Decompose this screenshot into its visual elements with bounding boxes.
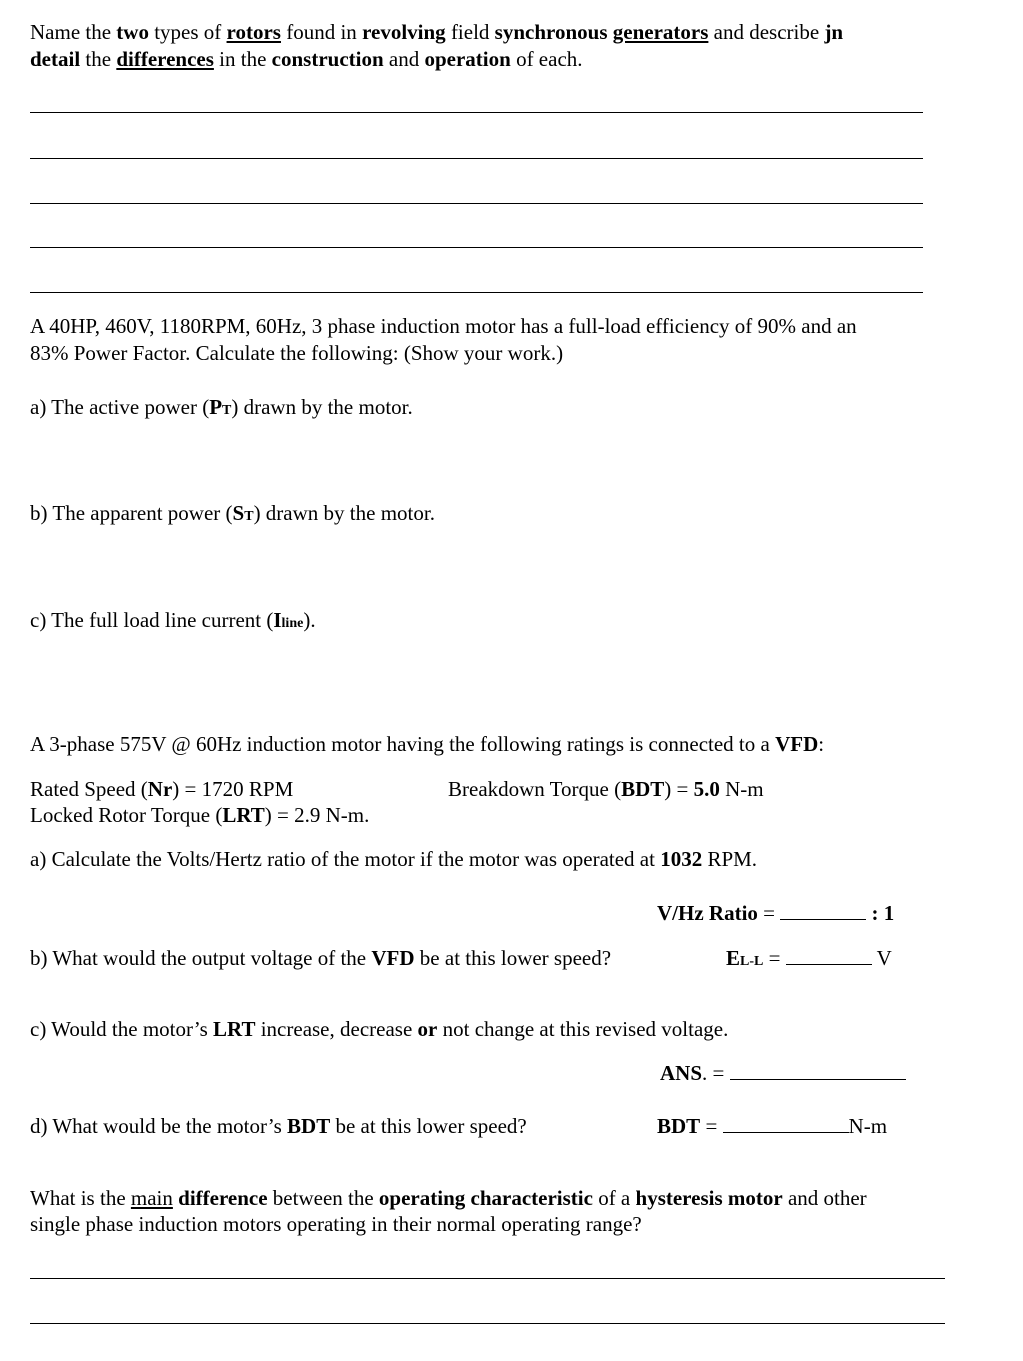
q1-answer-line-3[interactable] bbox=[30, 203, 923, 204]
q4-answer-line-1[interactable] bbox=[30, 1278, 945, 1279]
q2-part-c: c) The full load line current (Iline). bbox=[30, 608, 316, 632]
q3-part-b: b) What would the output voltage of the VFD be at this lower speed? bbox=[30, 946, 612, 970]
q1-answer-line-2[interactable] bbox=[30, 158, 923, 159]
q2-intro-line-1: A 40HP, 460V, 1180RPM, 60Hz, 3 phase induction motor has a full-load efficiency of 90% and an bbox=[30, 314, 857, 338]
q3-bdt-answer: BDT = N-m bbox=[657, 1114, 888, 1138]
q4-prompt-line-2: single phase induction motors operating in their normal operating range? bbox=[30, 1212, 642, 1236]
q2-part-a: a) The active power (PT) drawn by the motor. bbox=[30, 395, 413, 419]
q1-answer-line-1[interactable] bbox=[30, 112, 923, 113]
q4-answer-line-2[interactable] bbox=[30, 1323, 945, 1324]
q4-prompt-line-1: What is the main difference between the operating characteristic of a hysteresis motor and other bbox=[30, 1186, 867, 1210]
q1-answer-line-5[interactable] bbox=[30, 292, 923, 293]
q3-ans-answer: ANS. = bbox=[660, 1060, 906, 1087]
vhz-blank[interactable] bbox=[780, 901, 866, 920]
bdt-blank[interactable] bbox=[723, 1114, 849, 1133]
q3-part-c: c) Would the motor’s LRT increase, decrease or not change at this revised voltage. bbox=[30, 1017, 729, 1041]
ans-blank[interactable] bbox=[730, 1061, 906, 1080]
q3-intro: A 3-phase 575V @ 60Hz induction motor having the following ratings is connected to a VFD: bbox=[30, 732, 825, 756]
q3-rated-speed: Rated Speed (Nr) = 1720 RPM bbox=[30, 777, 294, 801]
q3-vhz-answer: V/Hz Ratio = : 1 bbox=[657, 901, 895, 925]
q1-answer-line-4[interactable] bbox=[30, 247, 923, 248]
q3-locked-rotor-torque: Locked Rotor Torque (LRT) = 2.9 N-m. bbox=[30, 803, 370, 827]
q3-breakdown-torque: Breakdown Torque (BDT) = 5.0 N-m bbox=[448, 777, 764, 801]
q2-part-b: b) The apparent power (ST) drawn by the motor. bbox=[30, 501, 435, 525]
q3-part-d: d) What would be the motor’s BDT be at this lower speed? bbox=[30, 1114, 527, 1138]
q3-ell-answer: EL-L = V bbox=[726, 946, 892, 970]
q3-part-a: a) Calculate the Volts/Hertz ratio of the motor if the motor was operated at 1032 RPM. bbox=[30, 847, 758, 871]
q2-intro-line-2: 83% Power Factor. Calculate the following: (Show your work.) bbox=[30, 341, 564, 365]
ell-blank[interactable] bbox=[786, 946, 872, 965]
